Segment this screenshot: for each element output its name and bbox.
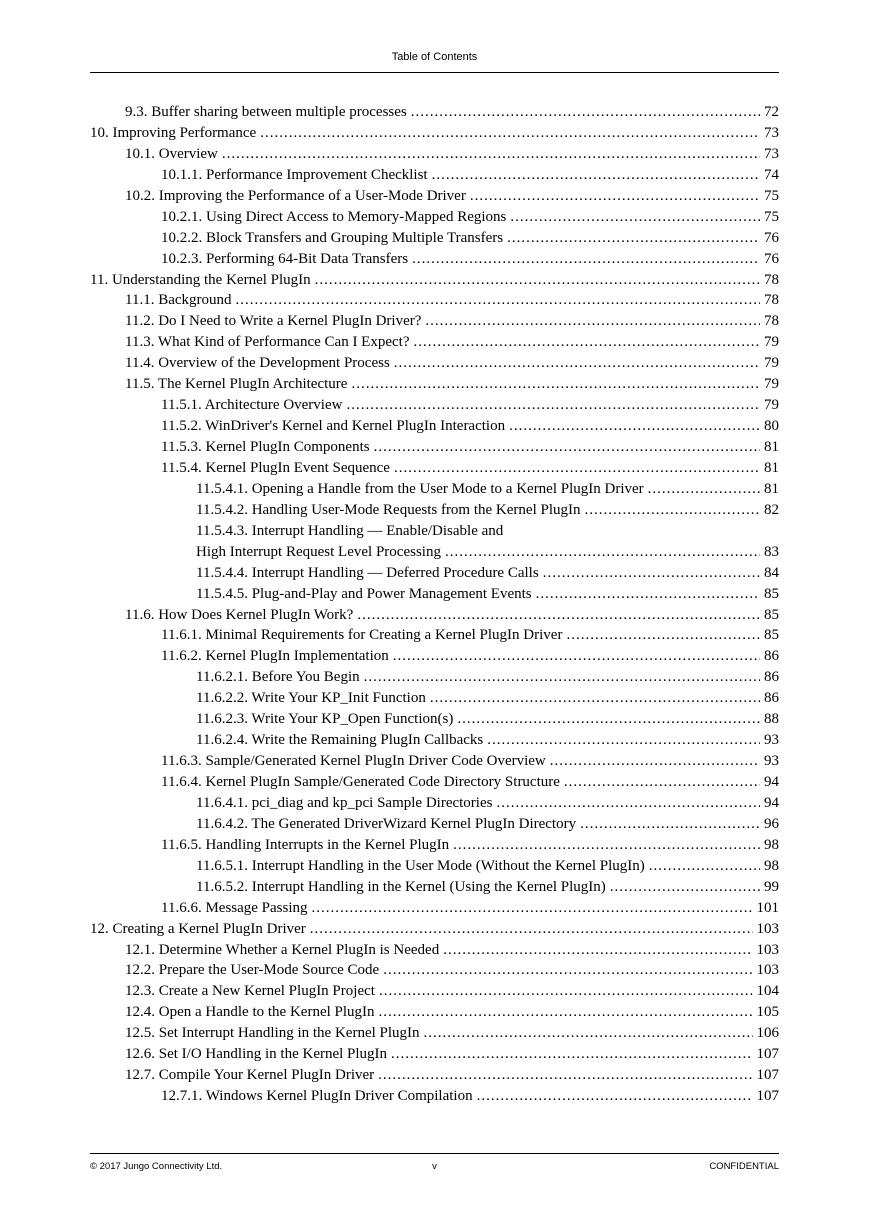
toc-entry-label: 12.5. Set Interrupt Handling in the Kernel PlugIn: [125, 1025, 420, 1042]
toc-dot-leader: [391, 1044, 752, 1065]
toc-entry-page: 73: [764, 145, 779, 162]
toc-entry-label: 11.6.3. Sample/Generated Kernel PlugIn Driver Code Overview: [161, 753, 546, 770]
toc-entry-page: 74: [764, 166, 779, 183]
toc-entry-label: 12.3. Create a New Kernel PlugIn Project: [125, 983, 375, 1000]
toc-entry-page: 94: [764, 774, 779, 790]
toc-entry[interactable]: [90, 625, 779, 646]
toc-dot-leader: [260, 123, 760, 144]
toc-entry[interactable]: [90, 1086, 779, 1107]
toc-entry-page: 81: [764, 439, 779, 455]
toc-entry-label: 10.2.1. Using Direct Access to Memory-Mapped Regions: [161, 208, 507, 225]
toc-entry-label: 11.2. Do I Need to Write a Kernel PlugIn Driver?: [125, 313, 422, 330]
toc-entry-page: 80: [764, 418, 779, 435]
toc-entry[interactable]: [90, 186, 779, 207]
toc-entry-page: 81: [764, 480, 779, 497]
toc-entry[interactable]: [90, 353, 779, 374]
toc-entry-page: 86: [764, 669, 779, 686]
toc-entry-page: 99: [764, 878, 779, 895]
toc-entry[interactable]: [90, 856, 779, 877]
toc-entry-page: 98: [764, 857, 779, 874]
toc-entry-page: 96: [764, 815, 779, 832]
toc-entry[interactable]: [90, 102, 779, 123]
toc-entry[interactable]: [90, 646, 779, 667]
toc-entry[interactable]: [90, 940, 779, 961]
toc-entry[interactable]: [90, 311, 779, 332]
toc-dot-leader: [477, 1086, 753, 1107]
toc-entry-page: 76: [764, 229, 779, 246]
toc-entry[interactable]: [90, 542, 779, 563]
toc-entry[interactable]: [90, 290, 779, 311]
toc-entry-label: 11.6.5.1. Interrupt Handling in the User Mode (Without the Kernel PlugIn): [196, 857, 645, 874]
toc-entry-label: 12.7. Compile Your Kernel PlugIn Driver: [125, 1067, 375, 1084]
toc-entry[interactable]: [90, 960, 779, 981]
toc-dot-leader: [487, 730, 760, 751]
toc-entry-label: 11.5.4.1. Opening a Handle from the User Mode to a Kernel PlugIn Driver: [196, 480, 644, 497]
toc-entry-label: 11.5.3. Kernel PlugIn Components: [161, 439, 370, 455]
toc-entry-label: 11.4. Overview of the Development Process: [125, 355, 390, 372]
toc-dot-leader: [412, 249, 760, 270]
toc-entry-label: 12.6. Set I/O Handling in the Kernel PlugIn: [125, 1046, 388, 1063]
toc-entry-label: 11.6.4.1. pci_diag and kp_pci Sample Directories: [196, 794, 493, 811]
toc-entry-page: 78: [764, 271, 779, 288]
toc-entry[interactable]: [90, 416, 779, 437]
toc-entry-page: 78: [764, 292, 779, 309]
toc-dot-leader: [351, 374, 760, 395]
toc-entry[interactable]: [90, 144, 779, 165]
toc-entry[interactable]: [90, 270, 779, 291]
toc-entry[interactable]: [90, 165, 779, 186]
toc-entry-label: 11.5. The Kernel PlugIn Architecture: [125, 376, 348, 393]
toc-entry-page: 85: [764, 627, 779, 644]
toc-dot-leader: [496, 793, 760, 814]
toc-entry-label: 10.1. Overview: [125, 145, 218, 162]
toc-entry-page: 103: [756, 941, 779, 958]
toc-entry[interactable]: [90, 123, 779, 144]
page-header-title: Table of Contents: [391, 51, 478, 63]
toc-entry-label: 11.6.5. Handling Interrupts in the Kernel PlugIn: [161, 836, 450, 853]
toc-entry[interactable]: [90, 207, 779, 228]
toc-entry[interactable]: [90, 500, 779, 521]
toc-entry-page: 82: [764, 501, 779, 518]
toc-dot-leader: [236, 290, 760, 311]
toc-entry-label: 12.7.1. Windows Kernel PlugIn Driver Compilation: [161, 1088, 473, 1105]
toc-entry[interactable]: [90, 249, 779, 270]
toc-entry[interactable]: [90, 563, 779, 584]
toc-entry-page: 93: [764, 753, 779, 770]
toc-dot-leader: [430, 688, 760, 709]
toc-entry-page: 104: [756, 983, 779, 1000]
toc-entry-label: 12.4. Open a Handle to the Kernel PlugIn: [125, 1004, 375, 1021]
toc-entry-label: 10.2.3. Performing 64-Bit Data Transfers: [161, 250, 409, 267]
toc-entry-label: 12.2. Prepare the User-Mode Source Code: [125, 962, 380, 979]
toc-dot-leader: [649, 856, 760, 877]
toc-entry-page: 105: [756, 1004, 779, 1021]
toc-dot-leader: [315, 270, 760, 291]
toc-dot-leader: [648, 479, 760, 500]
toc-entry-page: 86: [764, 648, 779, 665]
toc-entry[interactable]: [90, 898, 779, 919]
toc-entry[interactable]: [90, 772, 779, 793]
toc-entry[interactable]: [90, 374, 779, 395]
toc-entry[interactable]: [90, 1044, 779, 1065]
toc-entry[interactable]: [90, 1023, 779, 1044]
toc-entry[interactable]: [90, 332, 779, 353]
footer-page-number: v: [432, 1161, 437, 1172]
toc-dot-leader: [393, 646, 760, 667]
toc-dot-leader: [550, 751, 760, 772]
toc-entry[interactable]: [90, 1002, 779, 1023]
toc-dot-leader: [470, 186, 760, 207]
toc-entry-label: 9.3. Buffer sharing between multiple processes: [125, 104, 407, 120]
toc-entry-label: 11.6.2.2. Write Your KP_Init Function: [196, 690, 426, 707]
toc-entry-label: 11.6.2.1. Before You Begin: [196, 669, 360, 686]
header-divider: [90, 72, 779, 73]
toc-dot-leader: [610, 877, 760, 898]
toc-entry-label: 11.6.5.2. Interrupt Handling in the Kernel (Using the Kernel PlugIn): [196, 878, 606, 895]
toc-entry-page: 78: [764, 313, 779, 330]
toc-entry-label: High Interrupt Request Level Processing: [196, 543, 441, 560]
toc-dot-leader: [453, 835, 760, 856]
toc-dot-leader: [357, 605, 760, 626]
toc-entry-page: 101: [756, 899, 779, 916]
toc-entry[interactable]: [90, 479, 779, 500]
toc-entry-label: 11.5.4.3. Interrupt Handling — Enable/Disable and: [196, 522, 504, 539]
toc-entry[interactable]: [90, 814, 779, 835]
toc-entry-label: 12. Creating a Kernel PlugIn Driver: [90, 920, 306, 937]
toc-entry[interactable]: [90, 437, 779, 458]
toc-dot-leader: [564, 772, 760, 793]
toc-entry[interactable]: [90, 521, 779, 542]
toc-entry-label: 11.3. What Kind of Performance Can I Expect?: [125, 334, 410, 351]
toc-dot-leader: [543, 563, 760, 584]
toc-entry[interactable]: [90, 228, 779, 249]
toc-entry-page: 84: [764, 564, 779, 581]
toc-entry-page: 106: [756, 1025, 779, 1042]
toc-entry-page: 107: [756, 1067, 779, 1084]
toc-dot-leader: [510, 207, 760, 228]
toc-dot-leader: [394, 458, 760, 479]
toc-entry-page: 107: [756, 1088, 779, 1105]
toc-entry-page: 107: [756, 1046, 779, 1063]
footer-divider: [90, 1153, 779, 1154]
toc-dot-leader: [585, 500, 761, 521]
toc-dot-leader: [457, 709, 760, 730]
toc-entry-page: 94: [764, 794, 779, 811]
toc-entry-page: 81: [764, 459, 779, 476]
toc-dot-leader: [374, 437, 760, 458]
toc-dot-leader: [379, 1002, 753, 1023]
toc-dot-leader: [364, 667, 760, 688]
toc-entry-page: 93: [764, 732, 779, 749]
toc-dot-leader: [509, 416, 760, 437]
toc-entry[interactable]: [90, 793, 779, 814]
toc-entry-label: 11.6.2.4. Write the Remaining PlugIn Callbacks: [196, 732, 484, 749]
toc-entry[interactable]: [90, 981, 779, 1002]
toc-dot-leader: [443, 940, 752, 961]
toc-dot-leader: [424, 1023, 753, 1044]
toc-entry-page: 85: [764, 585, 779, 602]
toc-dot-leader: [566, 625, 760, 646]
toc-entry-page: 79: [764, 397, 779, 414]
toc-dot-leader: [414, 332, 761, 353]
toc-entry-label: 11.6.1. Minimal Requirements for Creating a Kernel PlugIn Driver: [161, 627, 563, 644]
toc-entry-label: 11. Understanding the Kernel PlugIn: [90, 271, 311, 288]
toc-entry[interactable]: [90, 835, 779, 856]
toc-dot-leader: [445, 542, 760, 563]
toc-entry[interactable]: [90, 667, 779, 688]
toc-entry-label: 10. Improving Performance: [90, 124, 257, 141]
toc-entry-label: 10.2. Improving the Performance of a User-Mode Driver: [125, 187, 466, 204]
toc-dot-leader: [379, 981, 753, 1002]
toc-entry[interactable]: [90, 605, 779, 626]
toc-entry-label: 11.5.4.5. Plug-and-Play and Power Management Events: [196, 585, 532, 602]
toc-dot-leader: [378, 1065, 752, 1086]
toc-entry[interactable]: [90, 458, 779, 479]
footer-copyright: © 2017 Jungo Connectivity Ltd.: [90, 1161, 223, 1172]
toc-entry-page: 79: [764, 376, 779, 393]
toc-dot-leader: [222, 144, 760, 165]
toc-entry-page: 86: [764, 690, 779, 707]
toc-entry-label: 11.6.2.3. Write Your KP_Open Function(s): [196, 711, 454, 728]
toc-entry-page: 103: [756, 962, 779, 979]
toc-entry-label: 11.6. How Does Kernel PlugIn Work?: [125, 606, 354, 623]
toc-entry[interactable]: [90, 688, 779, 709]
toc-dot-leader: [536, 584, 760, 605]
toc-entry-label: 11.5.1. Architecture Overview: [161, 397, 343, 414]
toc-entry[interactable]: [90, 751, 779, 772]
toc-entry[interactable]: [90, 1065, 779, 1086]
toc-entry-page: 79: [764, 355, 779, 372]
toc-dot-leader: [425, 311, 760, 332]
toc-entry[interactable]: [90, 709, 779, 730]
toc-entry-label: 11.5.4.2. Handling User-Mode Requests from the Kernel PlugIn: [196, 501, 581, 518]
toc-entry-label: 11.6.2. Kernel PlugIn Implementation: [161, 648, 389, 665]
toc-dot-leader: [580, 814, 760, 835]
toc-dot-leader: [394, 353, 760, 374]
toc-dot-leader: [507, 228, 760, 249]
toc-entry-label: 11.5.4. Kernel PlugIn Event Sequence: [161, 459, 390, 476]
toc-entry[interactable]: [90, 919, 779, 940]
toc-dot-leader: [312, 898, 753, 919]
toc-entry-page: 75: [764, 208, 779, 225]
toc-entry[interactable]: [90, 877, 779, 898]
toc-entry-page: 88: [764, 711, 779, 728]
toc-entry-label: 10.1.1. Performance Improvement Checklist: [161, 166, 428, 183]
toc-entry-label: 12.1. Determine Whether a Kernel PlugIn is Needed: [125, 941, 440, 958]
toc-entry-page: 83: [764, 543, 779, 560]
toc-entry-page: 73: [764, 124, 779, 141]
toc-dot-leader: [383, 960, 752, 981]
toc-entry[interactable]: [90, 730, 779, 751]
toc-entry-label: 11.6.4.2. The Generated DriverWizard Kernel PlugIn Directory: [196, 815, 577, 832]
toc-entry-page: 98: [764, 836, 779, 853]
footer-classification: CONFIDENTIAL: [709, 1161, 779, 1172]
toc-dot-leader: [310, 919, 753, 940]
toc-entry-label: 11.6.6. Message Passing: [161, 899, 308, 916]
toc-entry-label: 11.5.4.4. Interrupt Handling — Deferred Procedure Calls: [196, 564, 539, 581]
toc-dot-leader: [411, 102, 760, 123]
toc-entry-label: 11.6.4. Kernel PlugIn Sample/Generated Code Directory Structure: [161, 774, 560, 790]
toc-entry-page: 75: [764, 187, 779, 204]
toc-entry-page: 72: [764, 104, 779, 120]
toc-dot-leader: [432, 165, 760, 186]
table-of-contents: [90, 102, 779, 1107]
toc-entry[interactable]: [90, 395, 779, 416]
toc-entry-page: 103: [756, 920, 779, 937]
toc-entry-page: 79: [764, 334, 779, 351]
toc-entry-label: 10.2.2. Block Transfers and Grouping Multiple Transfers: [161, 229, 504, 246]
toc-entry[interactable]: [90, 584, 779, 605]
toc-entry-label: 11.1. Background: [125, 292, 232, 309]
toc-entry-page: 76: [764, 250, 779, 267]
toc-entry-label: 11.5.2. WinDriver's Kernel and Kernel PlugIn Interaction: [161, 418, 506, 435]
toc-dot-leader: [346, 395, 760, 416]
toc-entry-page: 85: [764, 606, 779, 623]
